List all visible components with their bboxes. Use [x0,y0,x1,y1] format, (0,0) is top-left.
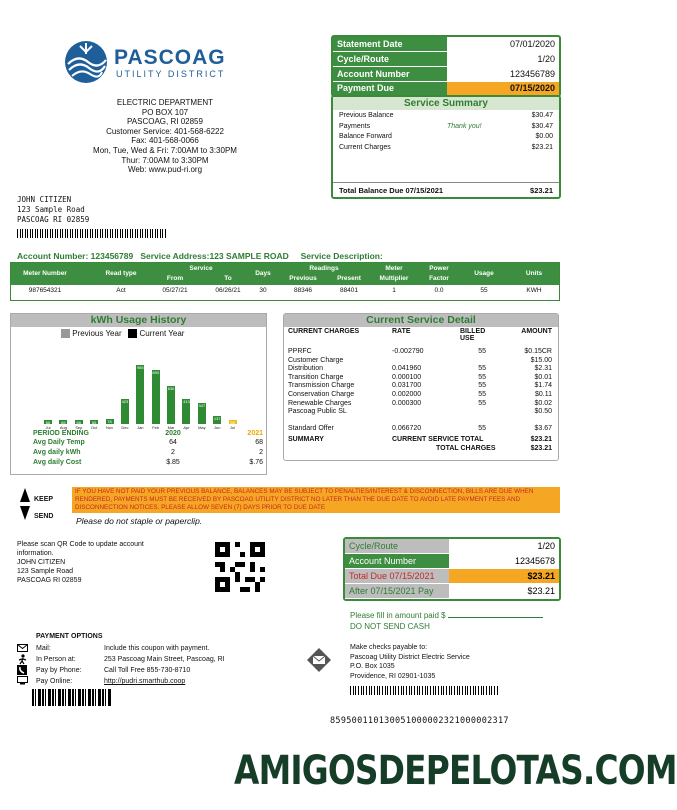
hdr-amount: AMOUNT [521,328,552,335]
meter-header-4: Days [255,270,271,277]
summary-row [339,112,553,123]
meter-cell-0: 987654321 [28,287,62,294]
coupon-barcode [32,689,112,706]
charge-name: Standard Offer [288,425,334,433]
charge-row [288,374,552,383]
amount-paid-input[interactable] [448,609,543,618]
total-balance-value: $23.21 [530,186,553,195]
charge-amount: $15.00 [530,356,552,364]
po-box: PO BOX 107 [141,107,189,117]
bar-value-label: 137 [213,415,221,421]
charge-name: Distribution [288,365,324,373]
period-ending-label: PERIOD ENDING [33,430,90,437]
current-service-total-label: CURRENT SERVICE TOTAL [392,436,484,443]
ocr-line: 859500110130051000002321000002317 [330,716,509,726]
legend-prev: Previous Year [72,329,122,338]
summary-label: Current Charges [339,143,391,151]
logo-name: PASCOAG [114,46,226,69]
charge-row [288,417,552,426]
history-label: Avg Daily Temp [33,439,85,446]
payment-icons [17,643,31,688]
payment-due-value: 07/15/2020 [447,82,559,95]
send-label: SEND [34,513,54,520]
website: Web: www.pud-ri.org [127,165,203,175]
utility-address [40,98,290,175]
summary-value: $23.21 [531,143,553,151]
charge-amount: $0.02 [534,399,552,407]
summary-note: Thank you! [447,122,482,130]
watermark: AMIGOSDEPELOTAS.COM [234,748,677,794]
account-line [17,251,383,261]
charge-row [288,357,552,366]
charge-name: Renewable Charges [288,399,352,407]
qr-street: 123 Sample Road [17,568,74,575]
qr-text [17,540,177,585]
bar-value-label: 985 [136,364,144,370]
total-balance-label: Total Balance Due 07/15/2021 [339,186,444,195]
stub-row [345,554,559,569]
history-label: Avg daily Cost [33,459,82,466]
postal-barcode [17,229,167,238]
bar-feb [152,370,160,424]
bar-value-label: 893 [152,370,160,376]
meter-header-7: Meter [385,265,403,272]
charge-use: 55 [478,365,486,373]
meter-subheader-6: Present [337,275,361,282]
charge-row [288,408,552,417]
charge-use: 55 [478,425,486,433]
statement-row [333,37,559,52]
tick-label: Sep [75,425,83,430]
charge-rate: 0.041960 [392,365,422,373]
meter-table-row [11,285,559,297]
meter-subheader-7: Multiplier [379,275,409,282]
tick-label: Jul [45,425,51,430]
hdr-billed-use: BILLED USE [460,328,486,342]
year-2021: 2021 [247,430,263,437]
history-table [33,430,263,469]
bar-value-label: 78 [107,419,112,425]
up-arrow-icon [20,488,30,502]
meter-cell-3: 06/26/21 [215,287,241,294]
bar-value-label: 66 [45,420,51,425]
charge-use: 55 [478,382,486,390]
payment-option-value[interactable]: http://pudri.smarthub.coop [104,678,186,685]
statement-label: Account Number [333,67,447,81]
checks-line-1: Make checks payable to: [350,644,428,651]
summary-value: $30.47 [531,122,553,130]
statement-value: 07/01/2020 [509,39,555,49]
charge-use: 55 [478,399,486,407]
statement-row [333,67,559,82]
legend-prev-swatch [61,329,70,338]
down-arrow-icon [20,506,30,520]
summary-row [339,123,553,134]
service-detail [283,313,559,461]
stub-label: Account Number [345,554,449,568]
charge-name: Transition Charge [288,373,344,381]
history-row [33,439,263,449]
detail-headers [288,328,552,348]
statement-label: Statement Date [333,37,447,51]
history-row [33,449,263,459]
history-2021: $.76 [249,459,263,466]
stub-row [345,539,559,554]
service-detail-title: Current Service Detail [284,314,558,327]
checks-line-4: Providence, RI 02901-1035 [350,672,436,680]
stub-label: After 07/15/2021 Pay [345,584,449,598]
qr-instruction: Please scan QR Code to update account information. [17,541,144,557]
meter-subheader-3: To [224,275,232,282]
logo [62,38,232,88]
stub-box [343,537,561,601]
charge-row [288,400,552,409]
bar-value-label: 630 [167,386,175,392]
payment-notice: IF YOU HAVE NOT PAID YOUR PREVIOUS BALANCE, BALANCES MAY BE SUBJECT TO PENALTIES/INTEREST & DISCONNECTION, BILLS ARE DUE WHEN RENDERED, PAYMENTS MUST BE RECEIVED BY PASCOAG UTILITY DISTRICT NO LATER THAN THE DUE DATE TO AVOID LATE PAYMENT FEES AND DISCONNECTION NOTICES. PLEASE ALLOW SEVEN (7) DAYS PRIOR TO DUE DATE [72,487,560,513]
history-label: Avg daily kWh [33,449,81,456]
meter-cell-4: 30 [259,287,267,294]
legend-curr-swatch [128,329,137,338]
history-2020: 2 [171,449,175,456]
customer-service-phone: Customer Service: 401-568-6222 [106,126,224,136]
meter-subheader-8: Factor [429,275,449,282]
envelope-logo-icon [307,648,331,672]
fill-amount-label: Please fill in amount paid $ [350,611,446,620]
payment-option [36,643,246,654]
bar-value-label: 66 [91,420,97,425]
meter-cell-5: 88346 [293,287,313,294]
payment-option [36,665,246,676]
total-charges-value: $23.21 [530,445,552,452]
summary-value: $0.00 [535,133,553,140]
summary-value: $30.47 [531,112,553,119]
bar-value-label: 55 [230,420,235,425]
tick-label: Mar [167,425,175,430]
walking-person-icon [17,654,28,665]
statement-label: Cycle/Route [333,52,447,66]
customer-address [17,195,89,225]
bar-value-label: 423 [121,398,129,404]
keep-send [20,488,70,528]
charge-amount: $3.67 [534,425,552,433]
charge-amount: $2.31 [534,365,552,373]
meter-cell-7: 1 [392,287,396,294]
tick-label: Apr [183,425,190,430]
qr-code-icon [215,542,265,592]
summary-label: Previous Balance [339,112,394,119]
payment-option-value: Call Toll Free 855-730-8710 [104,667,191,674]
customer-street: 123 Sample Road [17,205,85,214]
payment-option [36,654,246,665]
meter-cell-2: 05/27/21 [162,287,188,294]
qr-name: JOHN CITIZEN [17,559,66,566]
stub-row [345,569,559,584]
bar-value-label: 347 [198,403,206,409]
account-number-line: Account Number: 123456789 [17,251,134,261]
no-cash-notice: DO NOT SEND CASH [350,622,430,631]
payment-due-row [333,82,559,95]
history-2020: 64 [169,439,177,446]
history-2021: 2 [259,449,263,456]
payment-option-label: Mail: [36,645,51,652]
charge-use: 55 [478,390,486,398]
mail-icon [17,644,28,652]
total-balance-row [333,182,559,195]
charge-name: Transmission Charge [288,382,355,390]
meter-table [10,262,560,301]
tick-label: Jul [230,425,236,430]
charge-name: Pascoag Public SL [288,408,347,416]
charge-name: Customer Charge [288,356,344,364]
charge-use: 55 [478,373,486,381]
summary-row [339,133,553,144]
meter-header-0: Meter Number [23,270,67,277]
payment-option-label: Pay Online: [36,678,73,685]
charge-amount: $0.15CR [524,348,552,355]
meter-header-1: Read type [105,270,137,277]
charge-rate: 0.000300 [392,399,422,407]
meter-subheader-5: Previous [289,275,317,282]
payment-options-title: PAYMENT OPTIONS [36,633,103,640]
hdr-current-charges: CURRENT CHARGES [288,328,360,335]
tick-label: Jun [213,425,221,430]
fax: Fax: 401-568-0066 [131,136,199,146]
summary-label: Payments [339,122,371,130]
bar-mar [167,386,175,424]
charge-row [288,391,552,400]
payment-option-value: 253 Pascoag Main Street, Pascoag, RI [104,656,225,663]
statement-value: 1/20 [537,54,555,64]
logo-globe-icon [64,40,108,84]
dept: ELECTRIC DEPARTMENT [116,98,214,107]
service-address-line: Service Address:123 SAMPLE ROAD [140,251,289,261]
meter-header-5: Readings [309,265,339,272]
meter-header-10: Units [525,270,543,277]
tick-label: Dec [121,425,129,430]
charge-name: PPRFC [288,348,312,355]
payment-options-list [36,643,246,687]
phone-icon [17,665,28,675]
fill-amount-line [350,609,558,620]
statement-value: 123456789 [509,69,555,79]
hours-2: Thur: 7:00AM to 3:30PM [121,155,209,165]
stub-value: $23.21 [449,584,559,598]
logo-sub: UTILITY DISTRICT [116,69,226,79]
charge-rate: -0.002790 [392,348,424,355]
payment-option-label: Pay by Phone: [36,667,82,674]
history-row [33,459,263,469]
charge-amount: $0.01 [534,373,552,381]
meter-header-9: Usage [474,270,494,277]
tick-label: Feb [152,425,160,430]
meter-cell-6: 88401 [339,287,359,294]
charge-use: 55 [478,348,486,355]
checks-line-3: P.O. Box 1035 [350,663,395,670]
statement-row [333,52,559,67]
service-description-line: Service Description: [300,251,383,261]
qr-city: PASCOAG RI 02859 [17,577,82,584]
meter-header-8: Power [429,265,449,272]
history-2020: $.85 [166,459,180,466]
customer-city: PASCOAG RI 02859 [17,215,90,224]
meter-cell-8: 0.0 [434,287,444,294]
charge-amount: $0.50 [534,408,552,416]
usage-bar-chart [41,364,241,424]
statement-box [331,35,561,97]
summary-row [339,144,553,155]
checks-line-2: Pascoag Utility District Electric Service [350,653,470,661]
chart-legend [61,329,184,338]
stub-label: Total Due 07/15/2021 [345,569,449,583]
charge-rate: 0.002000 [392,390,422,398]
detail-summary [288,436,552,454]
meter-cell-10: KWH [526,287,542,294]
hdr-rate: RATE [392,328,411,335]
charge-rate: 0.066720 [392,425,422,433]
stub-row [345,584,559,599]
summary-label: Balance Forward [339,133,392,140]
usage-history [10,313,267,475]
charge-rate: 0.000100 [392,373,422,381]
charge-row [288,382,552,391]
checks-payable [350,643,470,681]
tick-label: May [198,425,206,430]
bar-value-label: 413 [183,399,190,405]
tick-label: Oct [91,425,98,430]
tick-label: Jan [137,425,144,430]
charge-name: Conservation Charge [288,390,355,398]
charge-row [288,365,552,374]
payment-option-value: Include this coupon with payment. [104,645,210,652]
keep-label: KEEP [34,496,54,503]
tick-label: Aug [59,425,67,430]
usage-history-title: kWh Usage History [11,314,266,327]
total-charges-label: TOTAL CHARGES [436,445,496,452]
charge-row [288,425,552,434]
computer-icon [17,676,28,686]
tick-label: Nov [105,425,114,430]
meter-cell-1: Act [116,287,126,294]
staple-notice: Please do not staple or paperclip. [76,516,203,526]
summary-label: SUMMARY [288,436,324,443]
charge-amount: $1.74 [534,382,552,390]
charge-rate: 0.031700 [392,382,422,390]
payment-due-label: Payment Due [333,82,447,95]
legend-curr: Current Year [139,329,185,338]
payment-option [36,676,246,687]
stub-value: $23.21 [449,569,559,583]
charge-amount: $0.11 [535,390,552,398]
return-barcode [350,686,498,695]
stub-value: 12345678 [449,554,559,568]
stub-label: Cycle/Route [345,539,449,553]
hours-1: Mon, Tue, Wed & Fri: 7:00AM to 3:30PM [93,145,237,155]
payment-option-label: In Person at: [36,656,76,663]
bar-jan [136,365,144,424]
current-service-total-value: $23.21 [530,436,552,443]
charge-row [288,348,552,357]
meter-subheader-2: From [166,275,184,282]
meter-table-header [11,263,559,285]
city: PASCOAG, RI 02859 [127,117,203,127]
bar-value-label: 66 [76,420,81,425]
year-2020: 2020 [165,430,181,437]
service-summary [331,95,561,199]
history-2021: 68 [255,439,263,446]
meter-cell-9: 55 [480,287,488,294]
stub-value: 1/20 [449,539,559,553]
meter-header-2: Service [189,265,213,272]
service-summary-title: Service Summary [333,97,559,110]
bar-value-label: 66 [61,420,66,425]
customer-name: JOHN CITIZEN [17,195,72,204]
